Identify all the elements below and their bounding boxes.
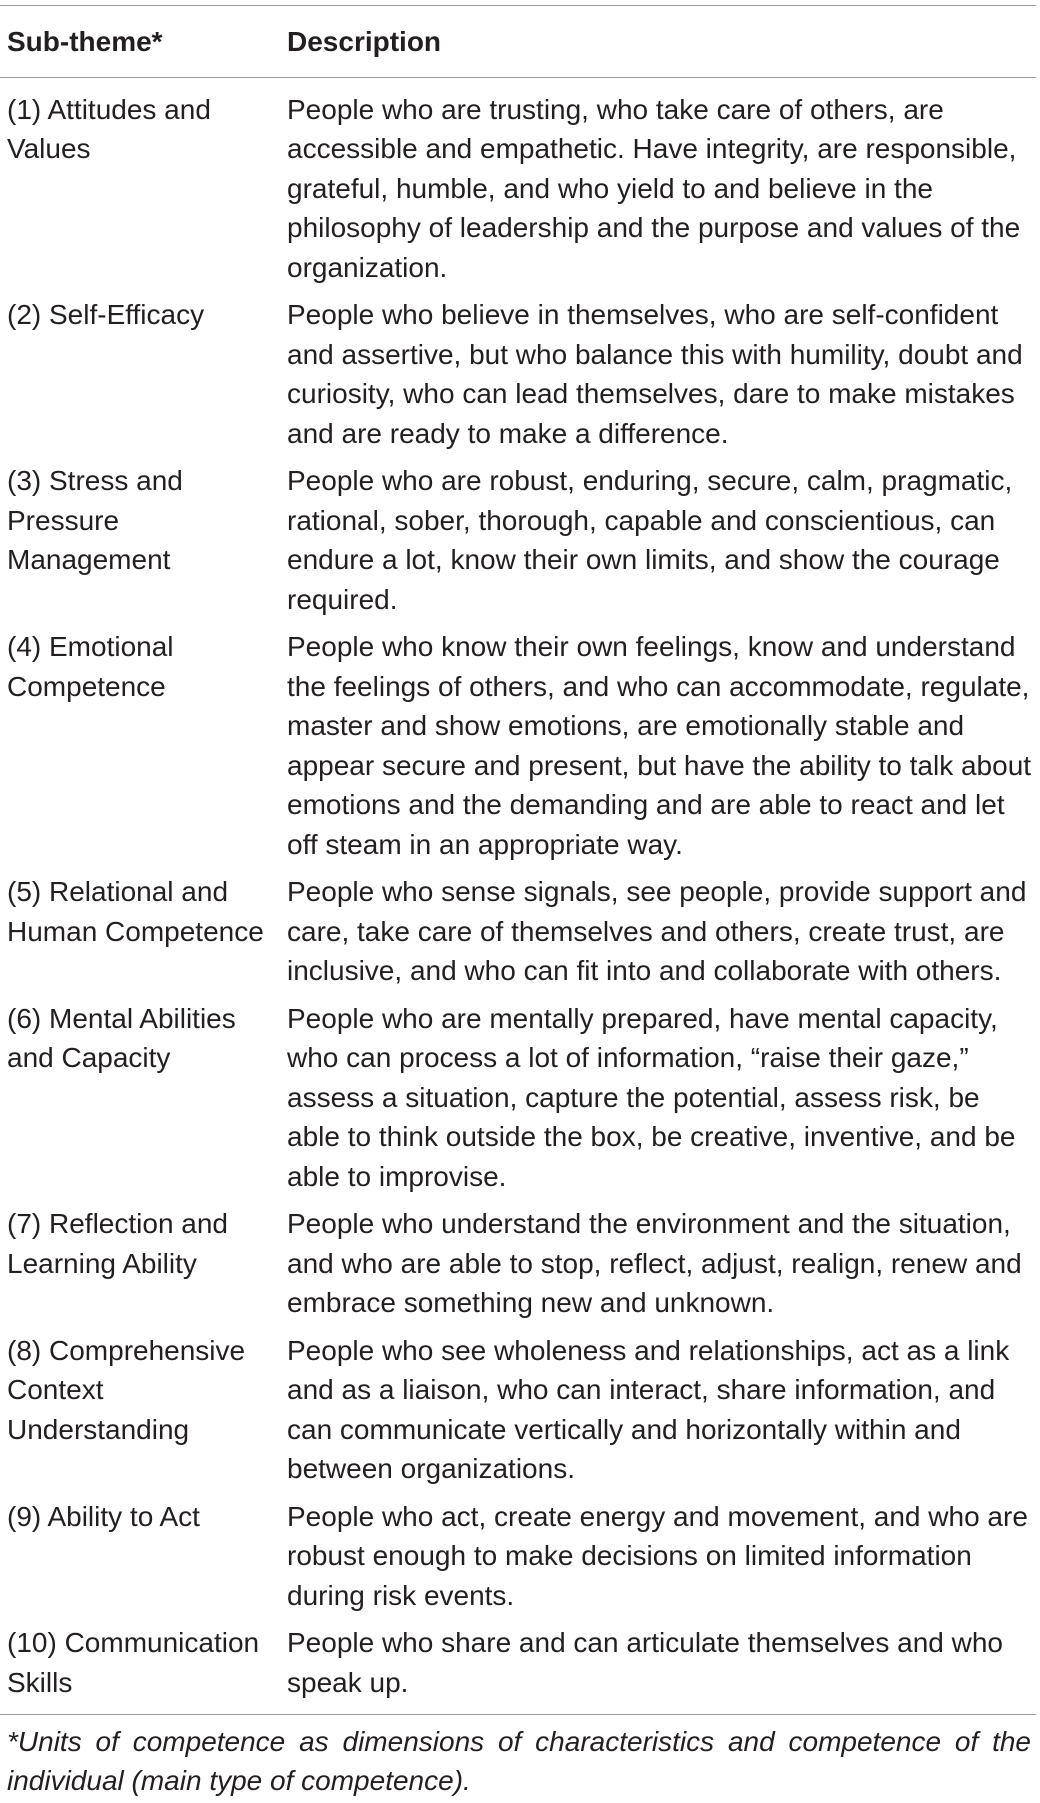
subtheme-cell: (6) Mental Abilities and Capacity [7,1002,236,1073]
description-cell: People who believe in themselves, who are self-confident and assertive, but who balance this with humility, doubt and curiosity, who can lead themselves, dare to make mistakes and are ready to make a difference. [287,299,1023,449]
table-row [0,1497,1036,1624]
subtheme-cell: (5) Relational and Human Competence [7,876,264,947]
table-row [0,1331,1036,1497]
subtheme-cell: (7) Reflection and Learning Ability [7,1208,229,1279]
description-cell: People who are trusting, who take care of others, are accessible and empathetic. Have integrity, are responsible, grateful, humble, and who yield to and believe in the philosophy of leadership and the purpose and values of the organization. [287,93,1021,283]
subtheme-cell: (9) Ability to Act [7,1500,200,1532]
column-header-description: Description [287,26,442,57]
table-row [0,295,1036,461]
subtheme-cell: (1) Attitudes and Values [7,93,211,164]
header-row [0,6,1036,78]
table-header [0,6,1036,78]
subtheme-cell: (10) Communication Skills [7,1627,260,1698]
description-cell: People who are mentally prepared, have mental capacity, who can process a lot of information, “raise their gaze,” assess a situation, capture the potential, assess risk, be able to think outside the box, be creative, inventive, and be able to improvise. [287,1002,1016,1192]
table-row [0,461,1036,627]
table-row [0,77,1036,295]
competence-table [0,5,1036,1715]
description-cell: People who see wholeness and relationships, act as a link and as a liaison, who can interact, share information, and can communicate vertically and horizontally within and between organizations. [287,1334,1010,1484]
subtheme-cell: (2) Self-Efficacy [7,299,205,330]
table-row [0,1623,1036,1715]
table-row [0,872,1036,999]
table-row [0,999,1036,1205]
description-cell: People who sense signals, see people, provide support and care, take care of themselves and others, create trust, are inclusive, and who can fit into and collaborate with others. [287,876,1027,986]
table-footnote: *Units of competence as dimensions of characteristics and competence of the individual (main type of competence). [7,1726,1031,1796]
description-cell: People who share and can articulate themselves and who speak up. [287,1627,1003,1698]
table-row [0,1204,1036,1331]
column-header-subtheme: Sub-theme* [7,26,163,57]
description-cell: People who know their own feelings, know and understand the feelings of others, and who can accommodate, regulate, master and show emotions, are emotionally stable and appear secure and present, but have the ability to talk about emotions and the demanding and are able to react and let off steam in an appropriate way. [287,631,1032,860]
description-cell: People who act, create energy and movement, and who are robust enough to make decisions on limited information during risk events. [287,1500,1028,1611]
subtheme-cell: (3) Stress and Pressure Management [7,465,183,575]
description-cell: People who understand the environment and the situation, and who are able to stop, reflect, adjust, realign, renew and embrace something new and unknown. [287,1208,1022,1318]
subtheme-cell: (8) Comprehensive Context Understanding [7,1334,246,1445]
description-cell: People who are robust, enduring, secure, calm, pragmatic, rational, sober, thorough, capable and conscientious, can endure a lot, know their own limits, and show the courage required. [287,465,1013,615]
subtheme-cell: (4) Emotional Competence [7,631,174,702]
table-body [0,77,1036,1715]
table-row [0,627,1036,872]
